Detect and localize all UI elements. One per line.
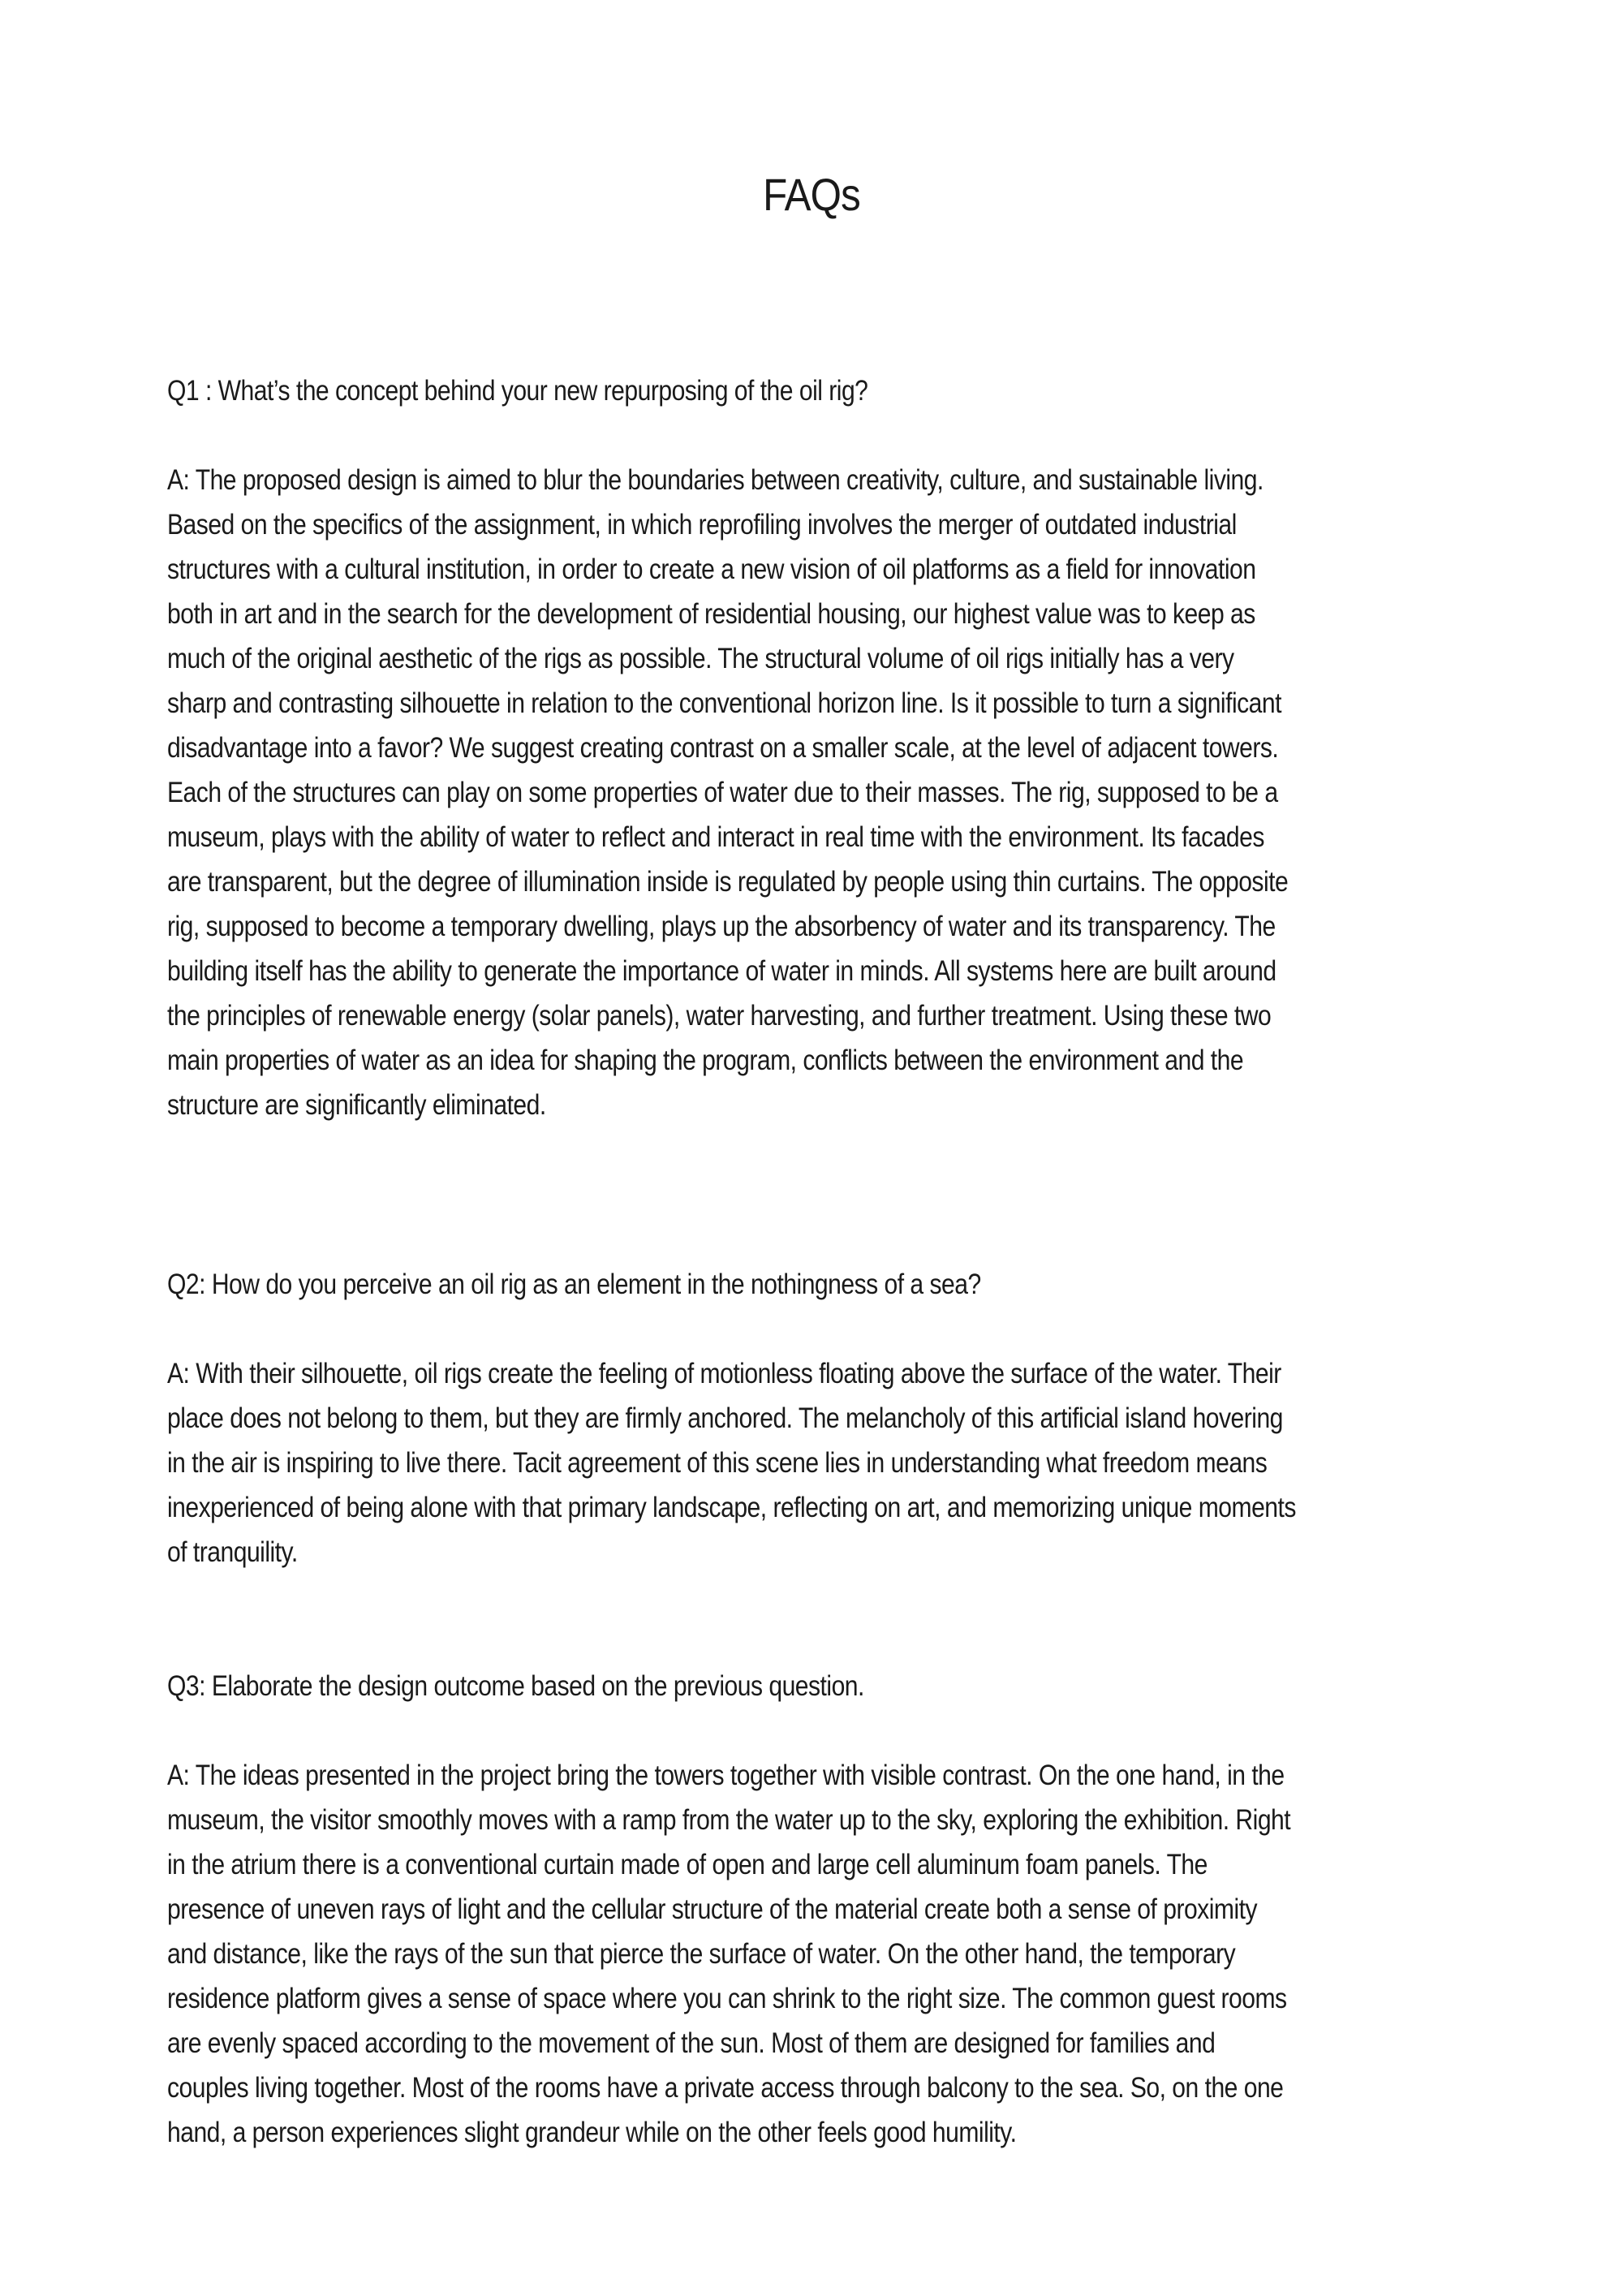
faq-answer-1: A: The proposed design is aimed to blur the boundaries between creativity, culture, and sustainable living. Based on the specifics of the assignment, in which reprofiling involves the merger of outdated industrial structures with a cultural institution, in order to create a new vision of oil platforms as a field for innovation both in art and in the search for the development of residential housing, our highest value was to keep as much of the original aesthetic of the rigs as possible. The structural volume of oil rigs initially has a very sharp and contrasting silhouette in relation to the conventional horizon line. Is it possible to turn a significant disadvantage into a favor? We suggest creating contrast on a smaller scale, at the level of adjacent towers. Each of the structures can play on some properties of water due to their masses. The rig, supposed to be a museum, plays with the ability of water to reflect and interact in real time with the environment. Its facades are transparent, but the degree of illumination inside is regulated by people using thin curtains. The opposite rig, supposed to become a temporary dwelling, plays up the absorbency of water and its transparency. The building itself has the ability to generate the importance of water in minds. All systems here are built around the principles of renewable energy (solar panels), water harvesting, and further treatment. Using these two main properties of water as an idea for shaping the program, conflicts between the environment and the structure are significantly eliminated. (167, 464, 1289, 1121)
page-title: FAQs (763, 169, 860, 220)
faq-item-3 (167, 1664, 1298, 2155)
faq-answer-3: A: The ideas presented in the project bring the towers together with visible contrast. On the one hand, in the museum, the visitor smoothly moves with a ramp from the water up to the sky, exploring the exhibition. Right in the atrium there is a conventional curtain made of open and large cell aluminum foam panels. The presence of uneven rays of light and the cellular structure of the material create both a sense of proximity and distance, like the rays of the sun that pierce the surface of water. On the other hand, the temporary residence platform gives a sense of space where you can shrink to the right size. The common guest rooms are evenly spaced according to the movement of the sun. Most of them are designed for families and couples living together. Most of the rooms have a private access through balcony to the sea. So, on the one hand, a person experiences slight grandeur while on the other feels good humility. (167, 1760, 1291, 2148)
faq-item-2 (167, 1262, 1298, 1574)
faq-question-3: Q3: Elaborate the design outcome based on the previous question. (167, 1670, 864, 1702)
faq-question-1: Q1 : What’s the concept behind your new repurposing of the oil rig? (167, 375, 868, 407)
faq-item-1 (167, 368, 1298, 1127)
faq-question-2: Q2: How do you perceive an oil rig as an element in the nothingness of a sea? (167, 1269, 981, 1300)
faq-answer-2: A: With their silhouette, oil rigs create the feeling of motionless floating above the surface of the water. Their place does not belong to them, but they are firmly anchored. The melancholy of this artificial island hovering in the air is inspiring to live there. Tacit agreement of this scene lies in understanding what freedom means inexperienced of being alone with that primary landscape, reflecting on art, and memorizing unique moments of tranquility. (167, 1358, 1296, 1568)
